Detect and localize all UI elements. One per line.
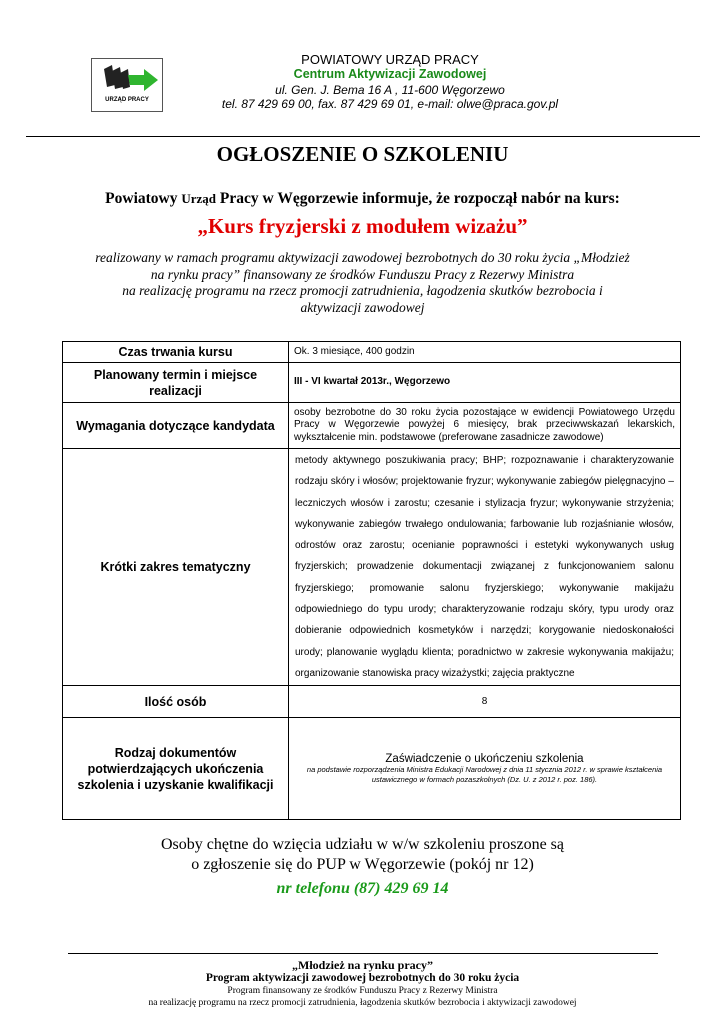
schedule-value: III - VI kwartał 2013r., Węgorzewo [289, 363, 681, 403]
intro-part2: Urząd [181, 191, 217, 206]
table-row [63, 718, 681, 820]
duration-value: Ok. 3 miesiące, 400 godzin [289, 342, 681, 363]
description-line: na rynku pracy” finansowany ze środków Funduszu Pracy z Rezerwy Ministra [150, 266, 575, 282]
office-contact: tel. 87 429 69 00, fax. 87 429 69 01, e-mail: olwe@praca.gov.pl [221, 97, 559, 111]
table-row [63, 403, 681, 449]
office-address: ul. Gen. J. Bema 16 A , 11-600 Węgorzewo [275, 83, 505, 97]
footer-program-title: Program aktywizacji zawodowej bezrobotnych do 30 roku życia [205, 972, 520, 984]
certificate-legal-note: na podstawie rozporządzenia Ministra Edukacji Narodowej z dnia 11 stycznia 2012 r. w sprawie kształcenia ustawicznego w formach pozaszkolnych (Dz. U. z 2012 r. poz. 186). [306, 765, 663, 785]
page-title: OGŁOSZENIE O SZKOLENIU [216, 142, 509, 166]
closing-line: o zgłoszenie się do PUP w Węgorzewie (pokój nr 12) [191, 856, 534, 873]
table-row [63, 686, 681, 718]
table-row [63, 363, 681, 403]
description-line: na realizację programu na rzecz promocji zatrudnienia, łagodzenia skutków bezrobocia i [122, 283, 603, 298]
footer-funding: Program finansowany ze środków Funduszu Pracy z Rezerwy Ministra [227, 986, 498, 996]
documents-cell [289, 718, 681, 820]
phone-number: nr telefonu (87) 429 69 14 [276, 880, 449, 897]
description-line: aktywizacji zawodowej [300, 299, 425, 315]
intro-text [0, 190, 725, 208]
table-row [63, 342, 681, 363]
footer-program-name: „Młodzież na rynku pracy” [292, 958, 433, 972]
closing-text [0, 835, 725, 875]
scope-label: Krótki zakres tematyczny [63, 449, 289, 686]
documents-label: Rodzaj dokumentów potwierdzających ukończenia szkolenia i uzyskanie kwalifikacji [63, 718, 289, 820]
count-label: Ilość osób [63, 686, 289, 718]
center-name: Centrum Aktywizacji Zawodowej [293, 67, 487, 81]
count-value: 8 [289, 686, 681, 718]
footer-divider [68, 953, 658, 954]
course-details-table [62, 341, 681, 820]
office-name: POWIATOWY URZĄD PRACY [301, 52, 479, 67]
intro-part3: Pracy w Węgorzewie informuje, że rozpoczął nabór na kurs: [216, 190, 620, 207]
intro-part1: Powiatowy [105, 190, 182, 207]
requirements-value: osoby bezrobotne do 30 roku życia pozostające w ewidencji Powiatowego Urzędu Pracy w Węgorzewie powyżej 6 miesięcy, brak przeciwwskazań lekarskich, wykształcenie min. podstawowe (preferowane zasadnicze zawodowe) [289, 403, 681, 449]
footer-purpose: na realizację programu na rzecz promocji zatrudnienia, łagodzenia skutków bezrobocia i aktywizacji zawodowej [148, 998, 577, 1008]
urzad-pracy-logo [91, 58, 163, 112]
duration-label: Czas trwania kursu [63, 342, 289, 363]
table-row [63, 449, 681, 686]
closing-line: Osoby chętne do wzięcia udziału w w/w szkoleniu proszone są [161, 836, 564, 853]
description-line: realizowany w ramach programu aktywizacji zawodowej bezrobotnych do 30 roku życia „Młodzież [95, 250, 630, 265]
course-description [60, 250, 665, 316]
course-name: „Kurs fryzjerski z modułem wizażu” [197, 214, 528, 238]
header-divider [26, 136, 700, 137]
scope-value: metody aktywnego poszukiwania pracy; BHP; rozpoznawanie i charakteryzowanie rodzaju skóry i włosów; projektowanie fryzur; wykonywanie zabiegów pielęgnacyjno – leczniczych włosów i zarostu; czesanie i stylizacja fryzur; wykonywanie strzyżenia; wykonywanie zabiegów trwałego ondulowania; farbowanie lub rozjaśnianie włosów, odrostów oraz zarostu; ocenianie poprawności i estetyki wykonywanych usług fryzjerskich; prowadzenie dokumentacji związanej z funkcjonowaniem salonu fryzjerskiego; promowanie salonu fryzjerskiego; wykonywanie makijażu odpowiedniego do typu urody; charakteryzowanie rodzaju skóry, typu urody oraz dobieranie odpowiednich kosmetyków i narzędzi; korygowanie niedoskonałości urody; planowanie wyglądu klienta; poradnictwo w zakresie wykonywania makijażu; organizowanie stanowiska pracy wizażystki; zajęcia praktyczne [289, 449, 681, 686]
logo-graphic [92, 59, 162, 111]
logo-text: URZĄD PRACY [105, 97, 149, 103]
schedule-label: Planowany termin i miejsce realizacji [63, 363, 289, 403]
requirements-label: Wymagania dotyczące kandydata [63, 403, 289, 449]
certificate-title: Zaświadczenie o ukończeniu szkolenia [385, 752, 584, 765]
